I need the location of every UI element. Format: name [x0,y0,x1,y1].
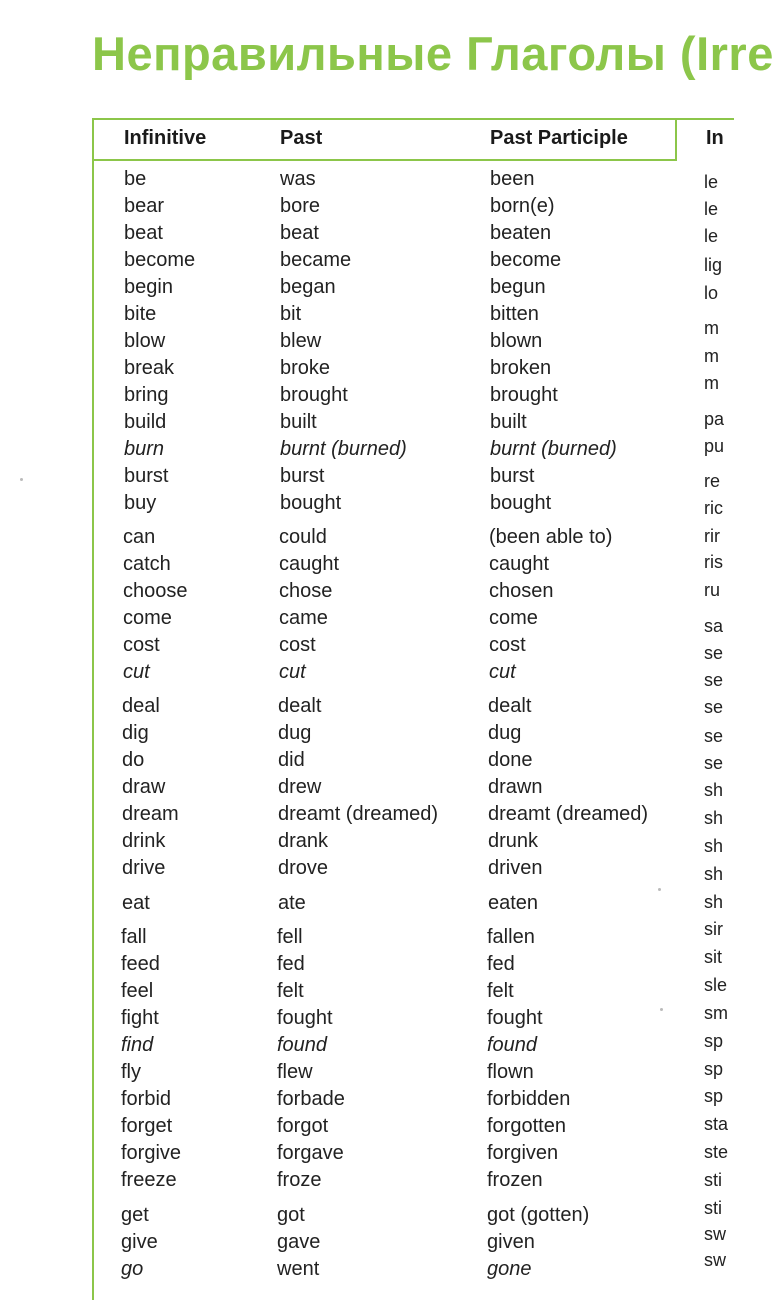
past-participle-cell: built [490,411,527,433]
past-participle-cell: eaten [488,892,539,914]
past-participle-cell: beaten [490,222,552,244]
infinitive-cell: forgive [121,1142,182,1164]
past-participle-cell: dealt [488,695,532,717]
infinitive-cell: beat [124,222,163,244]
right-column-cell: rir [704,526,720,546]
past-cell: ate [278,892,306,914]
past-participle-cell: forgotten [487,1115,566,1137]
right-column-cell: pu [704,436,725,456]
past-cell: burnt (burned) [280,438,407,460]
infinitive-cell: forget [121,1115,173,1137]
past-cell: was [280,168,316,190]
infinitive-cell: fight [121,1007,159,1029]
right-column-cell: se [704,753,724,773]
right-column-cell: m [704,346,719,366]
past-cell: felt [277,980,304,1002]
infinitive-cell: catch [123,553,171,575]
past-participle-cell: felt [487,980,514,1002]
past-participle-cell: gone [487,1258,532,1280]
past-participle-cell: fought [487,1007,543,1029]
past-participle-cell: blown [490,330,543,352]
past-participle-cell: bitten [490,303,539,325]
infinitive-cell: bite [124,303,157,325]
column-divider [675,118,677,161]
right-column-cell: lo [704,283,719,303]
past-participle-cell: frozen [487,1169,543,1191]
past-cell: bought [280,492,342,514]
past-cell: brought [280,384,348,406]
infinitive-cell: begin [124,276,173,298]
infinitive-cell: can [123,526,156,548]
past-cell: drove [278,857,329,879]
infinitive-cell: choose [123,580,188,602]
past-cell: fought [277,1007,333,1029]
past-participle-cell: broken [490,357,552,379]
header-infinitive: Infinitive [124,127,207,149]
right-column-cell: sit [704,947,722,967]
past-cell: built [280,411,317,433]
right-column-cell: sti [704,1170,722,1190]
infinitive-cell: burn [124,438,165,460]
past-cell: flew [277,1061,313,1083]
infinitive-cell: blow [124,330,166,352]
past-participle-cell: cost [489,634,526,656]
right-column-cell: se [704,670,724,690]
infinitive-cell: come [123,607,172,629]
infinitive-cell: draw [122,776,166,798]
infinitive-cell: break [124,357,175,379]
right-column-cell: sh [704,892,724,912]
infinitive-cell: cut [123,661,150,683]
right-column-cell: m [704,373,719,393]
past-cell: dealt [278,695,322,717]
past-cell: beat [280,222,319,244]
right-column-cell: se [704,726,724,746]
past-cell: found [277,1034,328,1056]
right-column-cell: ste [704,1142,729,1162]
past-cell: forbade [277,1088,345,1110]
past-participle-cell: chosen [489,580,554,602]
right-column-cell: sh [704,864,724,884]
infinitive-cell: drive [122,857,166,879]
paper-speck [660,1008,663,1011]
infinitive-cell: dream [122,803,179,825]
header-divider-line [92,159,676,161]
page-title: Неправильные Глаголы (Irre [92,27,774,80]
infinitive-cell: feed [121,953,160,975]
past-participle-cell: begun [490,276,546,298]
right-column-cell: sp [704,1086,724,1106]
right-column-cell: ric [704,498,723,518]
past-participle-cell: become [490,249,562,271]
past-participle-cell: born(e) [490,195,555,217]
past-participle-cell: dug [488,722,522,744]
past-participle-cell: driven [488,857,543,879]
past-cell: fell [277,926,303,948]
past-participle-cell: come [489,607,538,629]
right-column-cell: le [704,226,719,246]
right-column-cell: ru [704,580,721,600]
infinitive-cell: give [121,1231,158,1253]
infinitive-cell: find [121,1034,154,1056]
past-cell: began [280,276,336,298]
infinitive-cell: buy [124,492,157,514]
past-cell: blew [280,330,322,352]
past-cell: could [279,526,327,548]
past-participle-cell: burst [490,465,535,487]
right-column-cell: sw [704,1224,726,1244]
past-cell: drank [278,830,329,852]
right-column-cell: pa [704,409,725,429]
past-participle-cell: bought [490,492,552,514]
past-participle-cell: burnt (burned) [490,438,617,460]
right-column-cell: re [704,471,721,491]
infinitive-cell: forbid [121,1088,172,1110]
past-cell: broke [280,357,331,379]
right-column-cell: sir [704,919,723,939]
infinitive-cell: go [121,1258,144,1280]
past-participle-cell: forgiven [487,1142,559,1164]
past-cell: froze [277,1169,322,1191]
right-column-cell: ris [704,552,723,572]
infinitive-cell: deal [122,695,160,717]
right-column-cell: sta [704,1114,729,1134]
past-participle-cell: been [490,168,535,190]
past-cell: drew [278,776,322,798]
infinitive-cell: drink [122,830,166,852]
past-cell: dreamt (dreamed) [278,803,439,825]
right-column-cell: sh [704,808,724,828]
infinitive-cell: burst [124,465,169,487]
past-participle-cell: flown [487,1061,534,1083]
right-column-cell: lig [704,255,723,275]
past-cell: became [280,249,352,271]
infinitive-cell: bring [124,384,169,406]
past-cell: forgot [277,1115,329,1137]
past-participle-cell: forbidden [487,1088,571,1110]
past-cell: chose [279,580,333,602]
infinitive-cell: eat [122,892,150,914]
past-participle-cell: fed [487,953,515,975]
infinitive-cell: dig [122,722,149,744]
past-participle-cell: dreamt (dreamed) [488,803,649,825]
infinitive-cell: be [124,168,147,190]
past-cell: came [279,607,328,629]
right-column-cell: m [704,318,719,338]
past-participle-cell: drawn [488,776,543,798]
infinitive-cell: cost [123,634,160,656]
right-column-cell: se [704,697,724,717]
past-participle-cell: drunk [488,830,539,852]
past-participle-cell: found [487,1034,538,1056]
right-column-cell: se [704,643,724,663]
past-cell: cost [279,634,316,656]
right-column-cell: sh [704,836,724,856]
past-participle-cell: caught [489,553,550,575]
right-column-cell: sh [704,780,724,800]
infinitive-cell: fall [121,926,147,948]
past-cell: bit [280,303,302,325]
past-participle-cell: got (gotten) [487,1204,590,1226]
right-column-cell: le [704,172,719,192]
header-infinitive-2: In [706,127,724,149]
right-column-cell: le [704,199,719,219]
past-cell: went [277,1258,320,1280]
right-column-cell: sw [704,1250,726,1270]
right-column-cell: sle [704,975,728,995]
right-column-cell: sm [704,1003,728,1023]
right-column-cell: sp [704,1059,724,1079]
infinitive-cell: do [122,749,145,771]
past-participle-cell: fallen [487,926,535,948]
right-column-cell: sp [704,1031,724,1051]
past-participle-cell: (been able to) [489,526,613,548]
past-cell: caught [279,553,340,575]
past-cell: gave [277,1231,321,1253]
past-cell: cut [279,661,306,683]
header-past-participle: Past Participle [490,127,628,149]
past-cell: did [278,749,305,771]
past-cell: fed [277,953,305,975]
right-column-cell: sa [704,616,724,636]
paper-speck [20,478,23,481]
past-cell: dug [278,722,312,744]
infinitive-cell: get [121,1204,149,1226]
past-participle-cell: given [487,1231,535,1253]
right-column-cell: sti [704,1198,722,1218]
infinitive-cell: feel [121,980,154,1002]
infinitive-cell: freeze [121,1169,177,1191]
past-cell: bore [280,195,321,217]
past-participle-cell: brought [490,384,558,406]
table-frame [92,118,734,1300]
past-participle-cell: done [488,749,533,771]
infinitive-cell: build [124,411,167,433]
header-past: Past [280,127,323,149]
infinitive-cell: bear [124,195,165,217]
infinitive-cell: become [124,249,196,271]
paper-speck [658,888,661,891]
past-cell: forgave [277,1142,344,1164]
past-cell: got [277,1204,305,1226]
past-participle-cell: cut [489,661,516,683]
infinitive-cell: fly [121,1061,141,1083]
past-cell: burst [280,465,325,487]
